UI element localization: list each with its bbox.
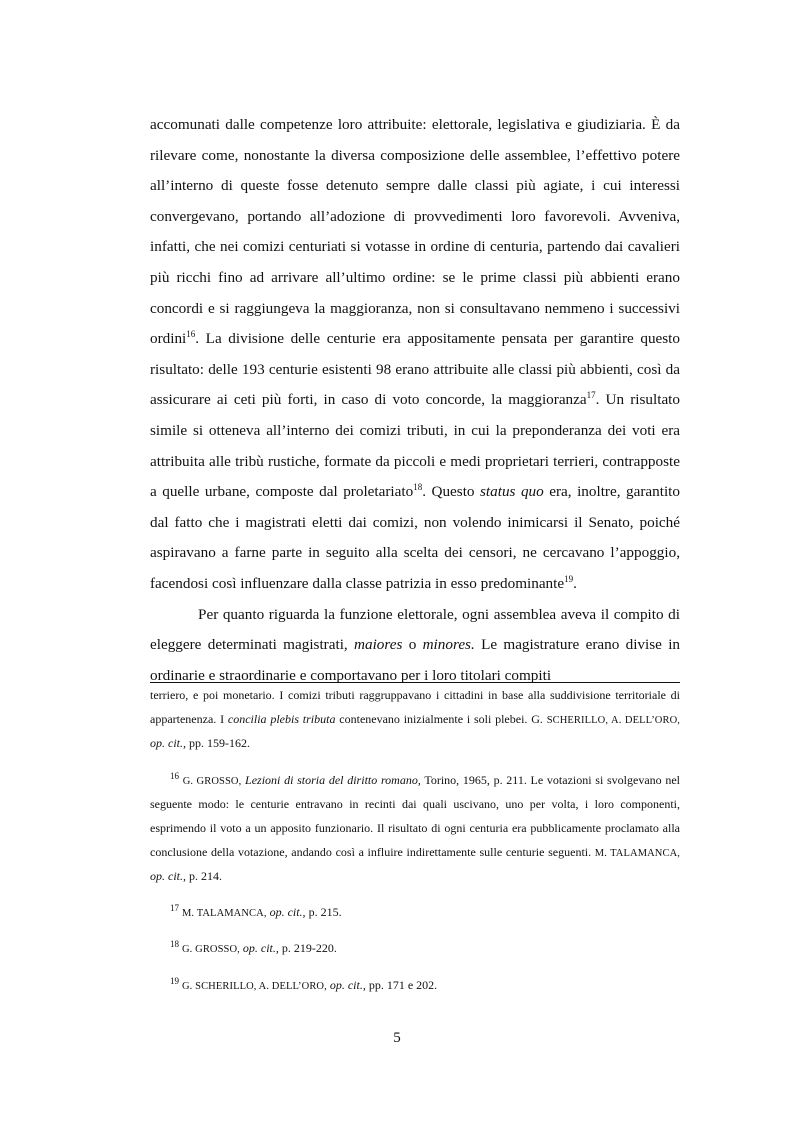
paragraph-2 xyxy=(150,600,680,692)
text-segment: o xyxy=(402,636,423,654)
text-segment: p. 219-220. xyxy=(278,941,337,956)
text-segment: Per quanto riguarda la funzione elettorale, ogni assemblea aveva il compito di eleggere determinati magistrati, xyxy=(150,605,680,654)
footnote-ref-16[interactable]: 16 xyxy=(186,329,196,340)
text-segment: contenevano inizialmente i soli plebei. G. xyxy=(335,711,547,726)
body-text xyxy=(150,110,680,691)
footnote-number: 18 xyxy=(170,939,179,950)
text-segment: era, inoltre, garantito dal fatto che i magistrati eletti dai comizi, non volendo inimicarsi il Senato, poiché aspiravano a farne parte in seguito alla scelta dei censori, ne cercavano l’appoggio, facendosi così influenzare dalla classe patrizia in esso predominante xyxy=(150,483,680,592)
footnote-number: 17 xyxy=(170,902,179,913)
footnote-16 xyxy=(150,769,680,889)
author-name: G. GROSSO, xyxy=(182,775,242,787)
footnote-19 xyxy=(150,974,680,999)
footnote-continuation xyxy=(150,684,680,756)
footnote-ref-18[interactable]: 18 xyxy=(413,482,423,493)
italic-term: maiores xyxy=(354,636,403,654)
paragraph-1 xyxy=(150,110,680,600)
author-name: M. TALAMANCA, xyxy=(182,907,267,919)
text-segment: . Questo xyxy=(422,483,481,501)
footnote-divider xyxy=(150,682,680,683)
text-segment: . La divisione delle centurie era appositamente pensata per garantire questo risultato: delle 193 centurie esistenti 98 erano attribuite alle classi più abbienti, così da assicurare ai ceti più forti, in caso di voto concorde, la maggioranza xyxy=(150,330,680,409)
text-segment: pp. 159-162. xyxy=(186,736,250,751)
text-segment: p. 214. xyxy=(186,869,222,884)
text-segment: terriero, e poi monetario. I comizi tributi raggruppavano i cittadini in base alla suddivisione territoriale di appartenenza. I xyxy=(150,688,680,726)
author-name: M. TALAMANCA, xyxy=(594,847,681,859)
italic-term: op. cit., xyxy=(269,904,306,919)
text-segment: accomunati dalle competenze loro attribuite: elettorale, legislativa e giudiziaria. È da rilevare come, nonostante la diversa composizione delle assemblee, l’effettivo potere all’interno di queste fosse detenuto sempre dalle classi più agiate, i cui interessi convergevano, portando all’adozione di provvedimenti loro favorevoli. Avveniva, infatti, che nei comizi centuriati si votasse in ordine di centuria, partendo dai cavalieri più ricchi fino ad arrivare all’ultimo ordine: se le prime classi più abbienti erano concordi e si raggiungeva la maggioranza, non si consultavano nemmeno i successivi ordini xyxy=(150,116,680,348)
italic-term: minores. xyxy=(422,636,475,654)
italic-term: op. cit., xyxy=(150,869,186,884)
footnote-17 xyxy=(150,901,680,926)
author-name: SCHERILLO, A. DELL’ORO, xyxy=(546,714,680,726)
footnote-number: 16 xyxy=(170,770,179,781)
text-segment: . xyxy=(573,574,577,592)
italic-term: Lezioni di storia del diritto romano, xyxy=(245,772,421,787)
text-segment: Torino, 1965, p. 211. Le votazioni si svolgevano nel seguente modo: le centurie entravano in recinti dai quali uscivano, uno per volta, i loro componenti, esprimendo il voto a un apposito funzionario. Il risultato di ogni centuria era pubblicamente proclamato alla conclusione della votazione, andando così a influire indirettamente sulle centurie seguenti. xyxy=(150,772,681,859)
footnote-ref-19[interactable]: 19 xyxy=(564,573,574,584)
page-number: 5 xyxy=(393,1030,401,1046)
footnotes xyxy=(150,684,680,1011)
text-segment: , pp. 171 e 202. xyxy=(362,977,438,992)
text-segment: p. 215. xyxy=(305,904,342,919)
italic-term: op. cit. xyxy=(329,977,363,992)
italic-term: concilia plebis tributa xyxy=(227,711,336,726)
footnote-ref-17[interactable]: 17 xyxy=(586,390,596,401)
footnote-18 xyxy=(150,937,680,962)
footnote-number: 19 xyxy=(170,975,179,986)
text-segment: Le magistrature erano divise in ordinarie e straordinarie e comportavano per i loro titolari compiti xyxy=(150,636,681,684)
author-name: G. SCHERILLO, A. DELL’ORO, xyxy=(182,980,327,992)
italic-term: op. cit., xyxy=(242,941,279,956)
italic-term: status quo xyxy=(480,483,544,501)
author-name: G. GROSSO, xyxy=(182,944,240,956)
italic-term: op. cit., xyxy=(150,736,186,751)
text-segment: . Un risultato simile si otteneva all’interno dei comizi tributi, in cui la preponderanza dei voti era attribuita alle tribù rustiche, formate da piccoli e medi proprietari terrieri, contrapposte a quelle urbane, composte dal proletariato xyxy=(150,391,680,501)
